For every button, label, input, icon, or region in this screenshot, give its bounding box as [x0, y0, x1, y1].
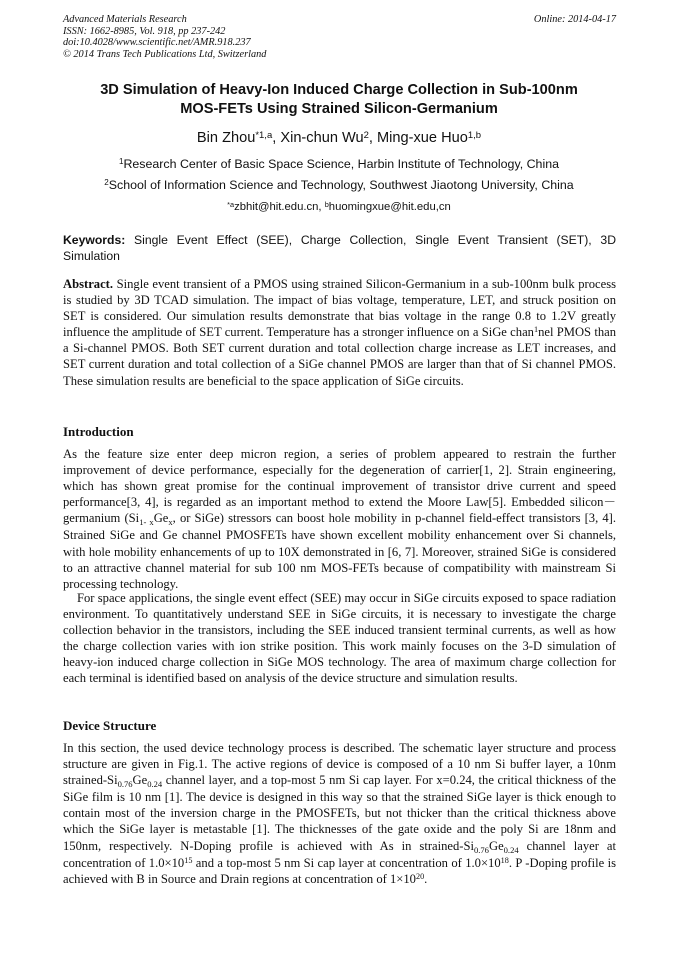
abstract-text: nel PMOS than a Si-channel PMOS. Both SET current duration and total collection charge increase as LET increases, and SET current duration and total collection of a SiGe channel PMOS are larger than that of Si channel PMOS. These simulation results are beneficial to the space application of SiGe circuits. [63, 325, 617, 388]
issn-line: ISSN: 1662-8985, Vol. 918, pp 237-242 [63, 25, 226, 37]
paragraph-text: . P -Doping profile is achieved with B in Source and Drain regions at concentration of 1×10 [63, 855, 616, 886]
doi-line: doi:10.4028/www.scientific.net/AMR.918.237 [63, 37, 251, 49]
affiliation-mark: 2 [104, 178, 109, 187]
email-mark: *a [227, 200, 235, 209]
author-list [60, 128, 618, 148]
keywords-label: Keywords: [63, 233, 126, 247]
superscript: 18 [500, 855, 509, 865]
title-line-2: MOS-FETs Using Strained Silicon-Germanium [180, 101, 498, 117]
email-mark: b [324, 200, 329, 209]
author-affiliation-mark: 1,b [467, 130, 482, 141]
paragraph-text: channel layer at concentration of 1.0×10 [63, 838, 616, 870]
paragraph-text: , or SiGe) stressors can boost hole mobility in p-channel field-effect transistors [3, 4]. Strained SiGe and Ge channel PMOSFETs have shown excellent mobility enhancement over Si channels, with hole mobility enhancements of up to 10X demonstrated in [6, 7]. Moreover, strained SiGe is considered to an attractive channel material for sub 100 nm MOS-FETs because of compatibility with mainstream Si processing technology. [63, 511, 617, 591]
subscript: 0.76 [474, 844, 489, 855]
paragraph-text: Ge [488, 838, 504, 853]
paragraph-text: In this section, the used device technology process is described. The schematic layer structure and process structure are given in Fig.1. The active regions of device is composed of a 10 nm Si buffer layer, a 10nm strained-Si [63, 741, 616, 788]
title-line-1: 3D Simulation of Heavy-Ion Induced Charge Collection in Sub-100nm [100, 82, 578, 98]
keywords-block [63, 233, 616, 264]
superscript: 20 [415, 871, 425, 881]
affiliation-text: School of Information Science and Technology, Southwest Jiaotong University, China [108, 178, 574, 192]
journal-name: Advanced Materials Research [63, 14, 187, 25]
email-address[interactable]: huomingxue@hit.edu,cn [328, 201, 451, 213]
subscript: x [168, 517, 173, 528]
running-header [63, 14, 616, 60]
paragraph-text: Ge [153, 511, 169, 526]
author-separator: , [368, 130, 378, 146]
paragraph-text: As the feature size enter deep micron region, a series of problem appeared to restrain the further improvement of device performance, especially for the degeneration of carrier[1, 2]. Strain engineering, which has shown great promise for the continual improvement of transistor drive current and speed performance[3, 4], is regarded as an important method to extend the Moore Law[5]. Embedded silicon－germanium (Si [63, 447, 616, 526]
author-name: Ming-xue Huo [377, 130, 468, 146]
abstract-paragraph [63, 276, 616, 389]
author-affiliation-mark: *1,a [255, 130, 273, 141]
subscript: 1- x [139, 517, 154, 528]
subscript: 0.76 [117, 779, 133, 790]
abstract-text: Single event transient of a PMOS using strained Silicon-Germanium in a sub-100nm bulk process is studied by 3D TCAD simulation. The impact of bias voltage, temperature, LET, and struck position on SET is considered. Our simulation results demonstrate that bias voltage in the range 0.8 to 1.2V greatly influence the amplitude of SET current. Temperature has a stronger influence on a SiGe chan [63, 277, 616, 340]
introduction-paragraph-2: For space applications, the single event effect (SEE) may occur in SiGe circuits exposed to space radiation environment. To quantitatively understand SEE in SiGe circuits, it is necessary to investigate the charge collection behavior in the transistors, including the SEE induced transient terminal currents, as well as how the charge collection varies with ion strike position. This work mainly focuses on the 3-D simulation of heavy-ion induced charge collection in SiGe MOS technology. The area of maximum charge collection for each terminal is identified based on analysis of the device structure and simulation results. [63, 591, 616, 686]
superscript: 15 [184, 855, 193, 865]
affiliation-text: Research Center of Basic Space Science, Harbin Institute of Technology, China [123, 157, 559, 171]
copyright-line: © 2014 Trans Tech Publications Ltd, Switzerland [63, 48, 267, 60]
paper-title [60, 81, 618, 119]
author-separator: , [272, 130, 281, 146]
device-structure-paragraph [63, 740, 616, 887]
keywords-text: Single Event Effect (SEE), Charge Collection, Single Event Transient (SET), 3D Simulation [63, 233, 616, 263]
author-name: Xin-chun Wu [280, 130, 364, 146]
introduction-heading: Introduction [63, 424, 134, 439]
device-structure-heading: Device Structure [63, 718, 157, 733]
paragraph-text: Ge [132, 773, 148, 788]
subscript: 0.24 [503, 844, 519, 855]
introduction-paragraph-1 [63, 446, 616, 592]
subscript: 0.24 [147, 779, 163, 790]
author-affiliation-mark: 2 [363, 130, 369, 141]
paragraph-text: and a top-most 5 nm Si cap layer at concentration of 1.0×10 [192, 855, 501, 870]
email-line [60, 199, 618, 215]
abstract-label: Abstract. [63, 277, 114, 291]
paragraph-text: channel layer, and a top-most 5 nm Si cap layer. For x=0.24, the critical thickness of the SiGe film is 10 nm [1]. The device is designed in this way so that the strained SiGe layer is thick enough to contain most of the inversion charge in the PMOSFETs, but not thicker than the critical thickness above which the SiGe layer is metastable [1]. The thicknesses of the gate oxide and the poly Si are 18nm and 150nm, respectively. N-Doping profile is achieved with As in strained-Si [63, 773, 616, 853]
email-address[interactable]: zbhit@hit.edu.cn, [234, 201, 325, 213]
affiliation-1 [60, 156, 618, 172]
author-name: Bin Zhou [196, 130, 256, 146]
affiliation-mark: 1 [118, 157, 124, 166]
abstract-superscript: 1 [533, 325, 539, 335]
paragraph-text: . [424, 871, 428, 886]
online-date: Online: 2014-04-17 [533, 14, 616, 25]
affiliation-2 [60, 177, 618, 193]
